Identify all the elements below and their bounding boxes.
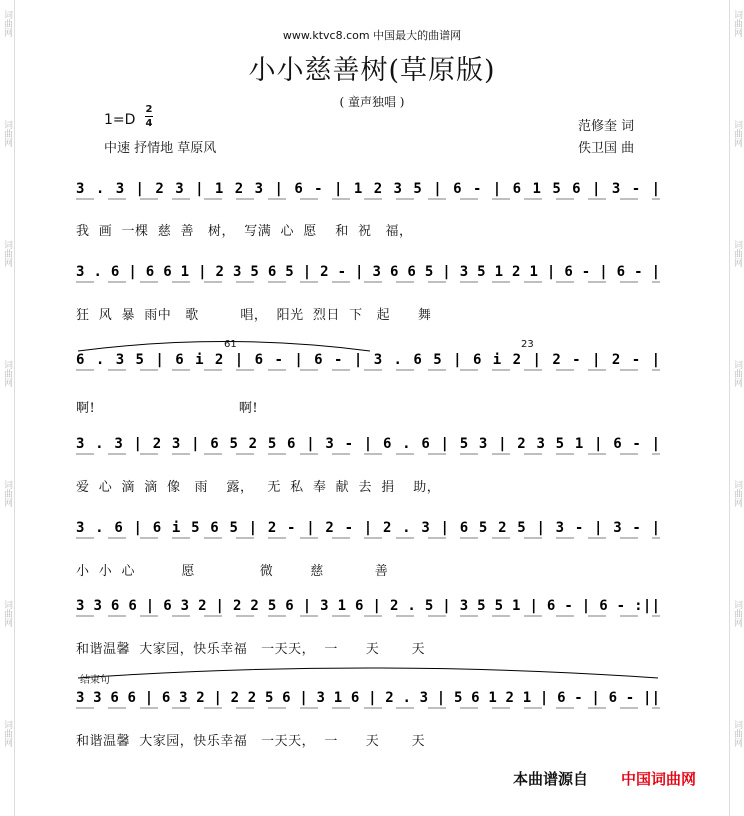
watermark-text: 词曲网 [2,10,12,37]
notation-line-5: 3 . 6 | 6 i 5 6 5 | 2 - | 2 - | 2 . 3 | 6 5 2 5 | 3 - | 3 - | [76,520,660,536]
grace-note-label: 23 [521,339,534,350]
lyric-line-6: 和谐温馨 大家园，快乐幸福 一天天， 一 天 天 [76,642,426,657]
phrase-slur [78,668,658,678]
notation-line-2: 3 . 6 | 6 6 1 | 2 3 5 6 5 | 2 - | 3 6 6 5 | 3 5 1 2 1 | 6 - | 6 - | [76,264,660,280]
watermark-text: 词曲网 [732,10,742,37]
watermark-text: 词曲网 [2,120,12,147]
lyricist-credit: 范修奎 词 [578,119,635,134]
song-subtitle: ( 童声独唱 ) [339,95,405,109]
lyric-line-3: 啊! 啊! [76,401,259,416]
lyric-line-7: 和谐温馨 大家园，快乐幸福 一天天， 一 天 天 [76,734,426,749]
notation-line-4: 3 . 3 | 2 3 | 6 5 2 5 6 | 3 - | 6 . 6 | 5 3 | 2 3 5 1 | 6 - | [76,436,660,452]
lyric-line-4: 爱 心 滴 滴 像 雨 露， 无 私 奉 献 去 捐 助， [76,480,441,495]
watermark-text: 词曲网 [732,720,742,747]
notation-line-6: 3 3 6 6 | 6 3 2 | 2 2 5 6 | 3 1 6 | 2 . 5 | 3 5 5 1 | 6 - | 6 - :|| [76,598,660,614]
watermark-text: 词曲网 [732,360,742,387]
watermark-text: 词曲网 [732,480,742,507]
watermark-text: 词曲网 [732,600,742,627]
grace-note-label: 61 [224,339,237,350]
watermark-text: 词曲网 [2,600,12,627]
notation-line-7: 3 3 6 6 | 6 3 2 | 2 2 5 6 | 3 1 6 | 2 . 3 | 5 6 1 2 1 | 6 - | 6 - || [76,690,660,706]
watermark-text: 词曲网 [2,360,12,387]
key-signature: 1=D [104,112,136,128]
meter-bottom: 4 [145,118,153,129]
lyric-line-1: 我 画 一棵 慈 善 树， 写满 心 愿 和 祝 福， [76,224,413,239]
source-name-link[interactable]: 中国词曲网 [621,770,697,788]
composer-credit: 佚卫国 曲 [578,141,635,156]
watermark-text: 词曲网 [732,240,742,267]
watermark-text: 词曲网 [732,120,742,147]
notation-line-3: 6 . 3 5 | 6 i 2 | 6 - | 6 - | 3 . 6 5 | 6 i 2 | 2 - | 2 - | [76,352,660,368]
ending-label: 结束句 [80,675,110,686]
lyric-line-5: 小 小 心 愿 微 慈 善 [76,564,389,579]
watermark-text: 词曲网 [2,480,12,507]
site-url: www.ktvc8.com 中国最大的曲谱网 [282,29,462,42]
meter-top: 2 [145,104,153,115]
watermark-text: 词曲网 [2,720,12,747]
song-title: 小小慈善树(草原版) [248,55,496,86]
watermark-text: 词曲网 [2,240,12,267]
source-label: 本曲谱源自 [513,770,589,788]
tempo-marking: 中速 抒情地 草原风 [104,141,217,156]
notation-line-1: 3 . 3 | 2 3 | 1 2 3 | 6 - | 1 2 3 5 | 6 - | 6 1 5 6 | 3 - | [76,181,660,197]
lyric-line-2: 狂 风 暴 雨中 歌 唱， 阳光 烈日 下 起 舞 [76,308,432,323]
